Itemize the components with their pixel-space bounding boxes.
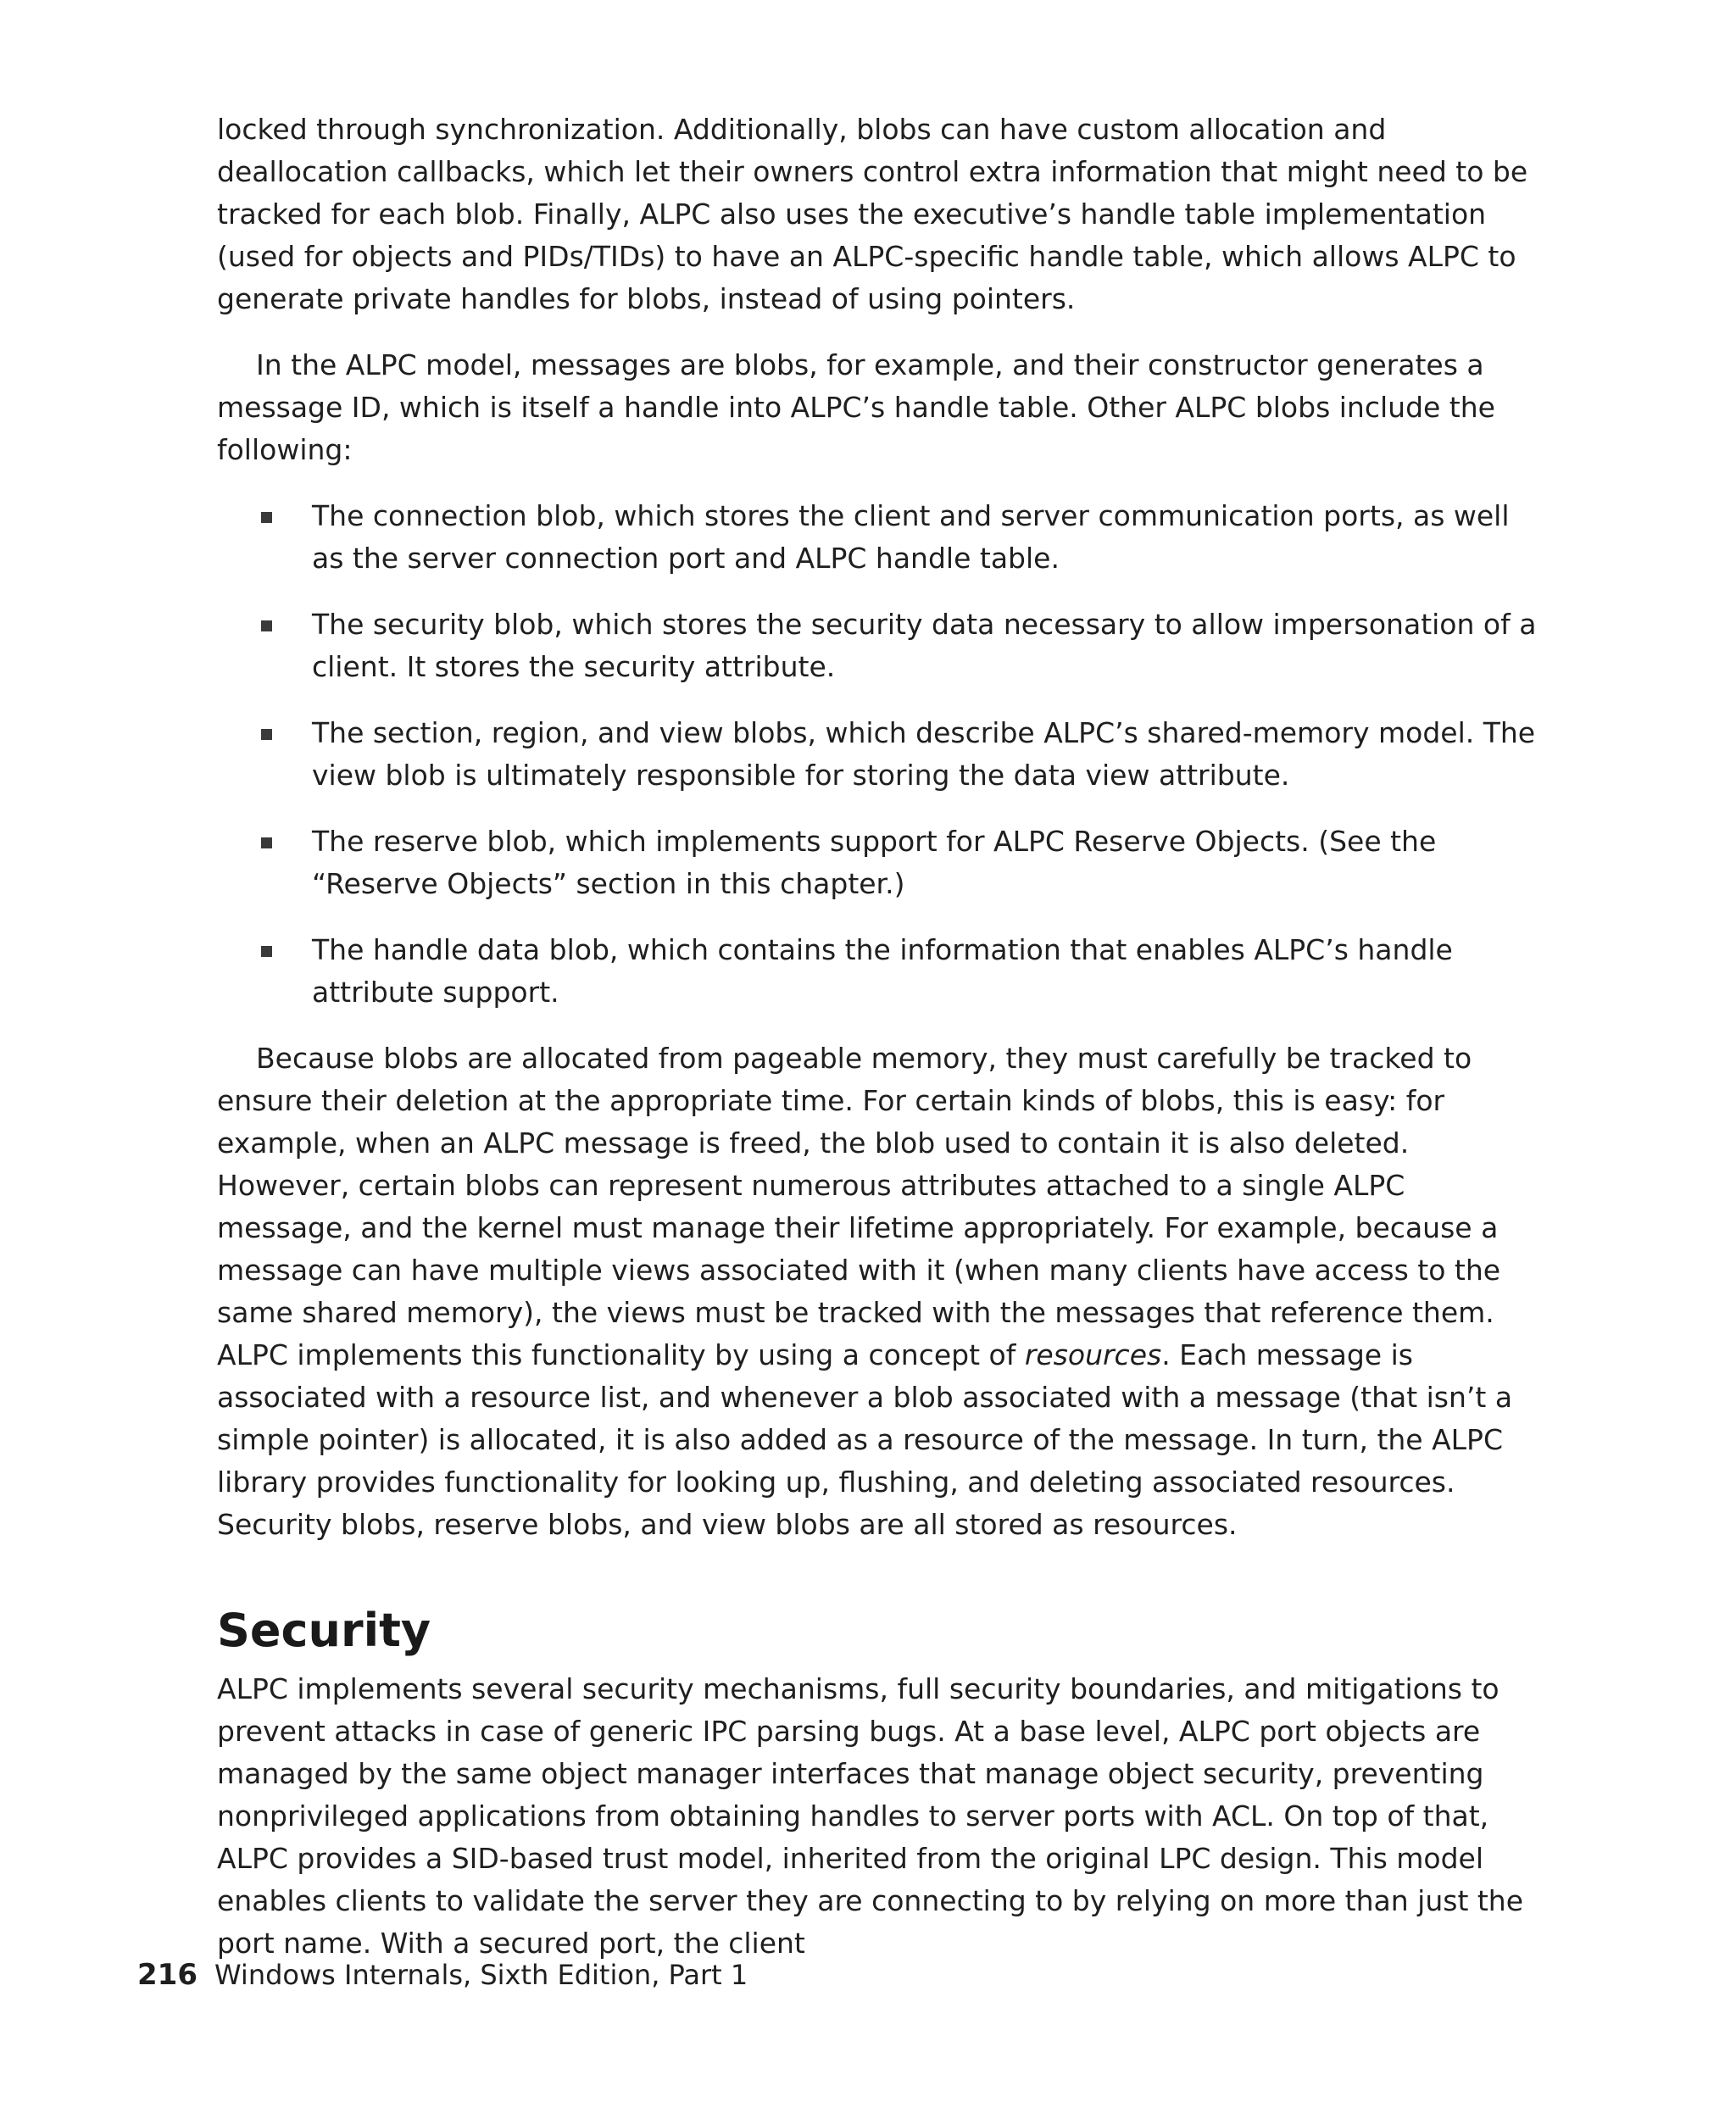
page-number: 216: [137, 1958, 198, 1992]
paragraph-security: ALPC implements several security mechanisms, full security boundaries, and mitigations to prevent attacks in case of generic IPC parsing bugs. At a base level, ALPC port objects are managed by the same object manager interfaces that manage object security, preventing nonprivileged applications from obtaining handles to server ports with ACL. On top of that, ALPC provides a SID-based trust model, inherited from the original LPC design. This model enables clients to validate the server they are connecting to by relying on more than just the port name. With a secured port, the client: [217, 1672, 1524, 1960]
bullet-square-icon: [261, 946, 272, 957]
paragraph-blob-handles: locked through synchronization. Additionally, blobs can have custom allocation and deallocation callbacks, which let their owners control extra information that might need to be tracked for each blob. Finally, ALPC also uses the executive’s handle table implementation (used for objects and PIDs/TIDs) to have an ALPC-specific handle table, which allows ALPC to generate private handles for blobs, instead of using pointers.: [217, 113, 1528, 315]
bullet-square-icon: [261, 729, 272, 740]
list-item: [217, 712, 1539, 797]
bullet-square-icon: [261, 620, 272, 631]
bullet-square-icon: [261, 837, 272, 848]
list-item: [217, 603, 1539, 688]
list-item: [217, 929, 1539, 1014]
list-item-text: The connection blob, which stores the client and server communication ports, as well as the server connection port and ALPC handle table.: [312, 499, 1510, 575]
resources-text-before: Because blobs are allocated from pageable memory, they must carefully be tracked to ensure their deletion at the appropriate time. For certain kinds of blobs, this is easy: for example, when an ALPC message is freed, the blob used to contain it is also deleted. However, certain blobs can represent numerous attributes attached to a single ALPC message, and the kernel must manage their lifetime appropriately. For example, because a message can have multiple views associated with it (when many clients have access to the same shared memory), the views must be tracked with the messages that reference them. ALPC implements this functionality by using a concept of: [217, 1042, 1501, 1371]
blob-types-list: [217, 495, 1539, 1014]
resources-term: resources: [1024, 1338, 1162, 1371]
list-item: [217, 495, 1539, 580]
list-item-text: The reserve blob, which implements support for ALPC Reserve Objects. (See the “Reserve Objects” section in this chapter.): [312, 825, 1437, 900]
bullet-square-icon: [261, 512, 272, 523]
paragraph-alpc-model: In the ALPC model, messages are blobs, for example, and their constructor generates a message ID, which is itself a handle into ALPC’s handle table. Other ALPC blobs include the following:: [217, 348, 1495, 466]
list-item-text: The security blob, which stores the security data necessary to allow impersonation of a client. It stores the security attribute.: [312, 608, 1537, 683]
paragraph-resources: [217, 1037, 1539, 1546]
list-item: [217, 820, 1539, 905]
list-item-text: The section, region, and view blobs, which describe ALPC’s shared-memory model. The view blob is ultimately responsible for storing the data view attribute.: [312, 716, 1536, 792]
page-footer: [137, 1958, 748, 1992]
resources-text-after: . Each message is associated with a resource list, and whenever a blob associated with a message (that isn’t a simple pointer) is allocated, it is also added as a resource of the message. In turn, the ALPC library provides functionality for looking up, flushing, and deleting associated resources. Security blobs, reserve blobs, and view blobs are all stored as resources.: [217, 1338, 1513, 1541]
list-item-text: The handle data blob, which contains the information that enables ALPC’s handle attribute support.: [312, 933, 1453, 1009]
page-body: [217, 108, 1539, 1988]
section-heading-security: Security: [217, 1604, 431, 1657]
book-title: Windows Internals, Sixth Edition, Part 1: [214, 1959, 748, 1991]
